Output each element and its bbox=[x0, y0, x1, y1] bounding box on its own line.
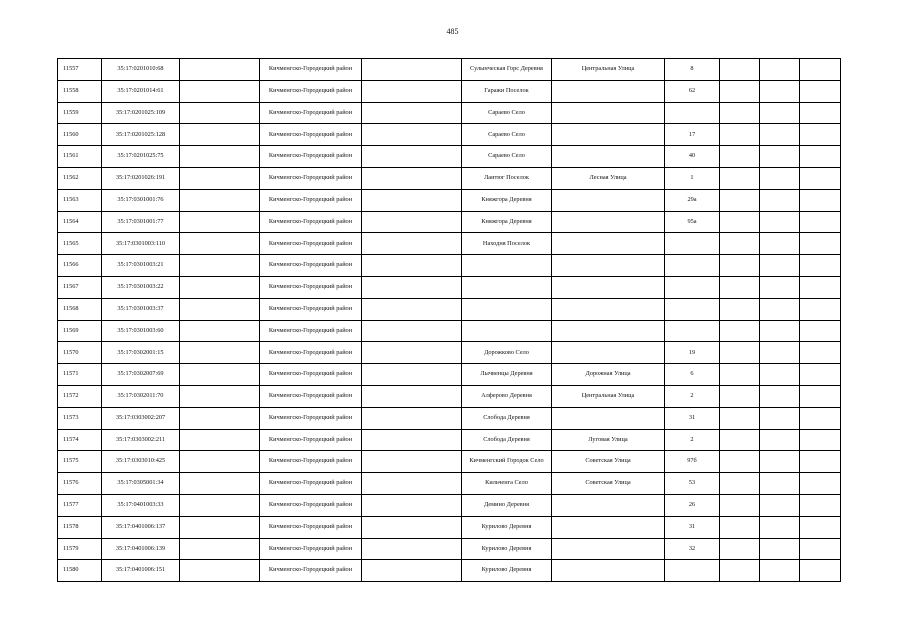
empty-cell bbox=[180, 276, 260, 298]
street-cell bbox=[552, 538, 665, 560]
empty-cell bbox=[720, 189, 760, 211]
empty-cell bbox=[720, 451, 760, 473]
district-cell: Кичменгско-Городецкий район bbox=[260, 364, 362, 386]
table-row bbox=[58, 255, 841, 277]
cadastral-number-cell: 35:17:0301001:77 bbox=[102, 211, 180, 233]
house-number-cell: 32 bbox=[665, 538, 720, 560]
empty-cell bbox=[362, 167, 462, 189]
cadastral-number-cell: 35:17:0401006:151 bbox=[102, 560, 180, 582]
street-cell bbox=[552, 298, 665, 320]
empty-cell bbox=[362, 298, 462, 320]
empty-cell bbox=[720, 364, 760, 386]
house-number-cell: 2 bbox=[665, 429, 720, 451]
empty-cell bbox=[362, 211, 462, 233]
empty-cell bbox=[362, 538, 462, 560]
empty-cell bbox=[760, 385, 800, 407]
locality-cell: Лантюг Поселок bbox=[462, 167, 552, 189]
district-cell: Кичменгско-Городецкий район bbox=[260, 516, 362, 538]
empty-cell bbox=[800, 59, 841, 81]
table-row bbox=[58, 276, 841, 298]
district-cell: Кичменгско-Городецкий район bbox=[260, 298, 362, 320]
locality-cell bbox=[462, 320, 552, 342]
empty-cell bbox=[760, 167, 800, 189]
empty-cell bbox=[362, 451, 462, 473]
empty-cell bbox=[720, 80, 760, 102]
street-cell bbox=[552, 146, 665, 168]
record-number-cell: 11576 bbox=[58, 473, 102, 495]
house-number-cell: 6 bbox=[665, 364, 720, 386]
street-cell bbox=[552, 189, 665, 211]
empty-cell bbox=[760, 451, 800, 473]
empty-cell bbox=[800, 298, 841, 320]
house-number-cell: 1 bbox=[665, 167, 720, 189]
record-number-cell: 11561 bbox=[58, 146, 102, 168]
table-row bbox=[58, 124, 841, 146]
record-number-cell: 11578 bbox=[58, 516, 102, 538]
empty-cell bbox=[720, 538, 760, 560]
street-cell: Советская Улица bbox=[552, 451, 665, 473]
cadastral-number-cell: 35:17:0301003:110 bbox=[102, 233, 180, 255]
locality-cell: Княжгора Деревня bbox=[462, 189, 552, 211]
empty-cell bbox=[760, 298, 800, 320]
record-number-cell: 11558 bbox=[58, 80, 102, 102]
empty-cell bbox=[720, 560, 760, 582]
locality-cell: Демино Деревня bbox=[462, 494, 552, 516]
record-number-cell: 11567 bbox=[58, 276, 102, 298]
district-cell: Кичменгско-Городецкий район bbox=[260, 276, 362, 298]
district-cell: Кичменгско-Городецкий район bbox=[260, 342, 362, 364]
empty-cell bbox=[800, 494, 841, 516]
empty-cell bbox=[720, 276, 760, 298]
street-cell bbox=[552, 80, 665, 102]
empty-cell bbox=[760, 364, 800, 386]
table-row bbox=[58, 80, 841, 102]
cadastral-number-cell: 35:17:0303002:211 bbox=[102, 429, 180, 451]
house-number-cell: 29а bbox=[665, 189, 720, 211]
empty-cell bbox=[800, 146, 841, 168]
empty-cell bbox=[760, 516, 800, 538]
table-body bbox=[58, 59, 841, 582]
empty-cell bbox=[720, 429, 760, 451]
empty-cell bbox=[180, 167, 260, 189]
locality-cell: Слобода Деревня bbox=[462, 429, 552, 451]
empty-cell bbox=[362, 124, 462, 146]
empty-cell bbox=[800, 80, 841, 102]
house-number-cell bbox=[665, 233, 720, 255]
empty-cell bbox=[362, 80, 462, 102]
empty-cell bbox=[800, 538, 841, 560]
empty-cell bbox=[760, 320, 800, 342]
empty-cell bbox=[800, 320, 841, 342]
table-row bbox=[58, 516, 841, 538]
street-cell bbox=[552, 233, 665, 255]
district-cell: Кичменгско-Городецкий район bbox=[260, 320, 362, 342]
house-number-cell: 40 bbox=[665, 146, 720, 168]
empty-cell bbox=[180, 385, 260, 407]
locality-cell: Лычвенцы Деревня bbox=[462, 364, 552, 386]
table-row bbox=[58, 494, 841, 516]
empty-cell bbox=[760, 233, 800, 255]
cadastral-number-cell: 35:17:0303010:425 bbox=[102, 451, 180, 473]
table-row bbox=[58, 320, 841, 342]
empty-cell bbox=[362, 320, 462, 342]
district-cell: Кичменгско-Городецкий район bbox=[260, 124, 362, 146]
cadastral-number-cell: 35:17:0201026:191 bbox=[102, 167, 180, 189]
street-cell: Центральная Улица bbox=[552, 59, 665, 81]
street-cell: Советская Улица bbox=[552, 473, 665, 495]
empty-cell bbox=[180, 298, 260, 320]
empty-cell bbox=[180, 407, 260, 429]
district-cell: Кичменгско-Городецкий район bbox=[260, 102, 362, 124]
locality-cell: Княжгора Деревня bbox=[462, 211, 552, 233]
record-number-cell: 11557 bbox=[58, 59, 102, 81]
empty-cell bbox=[720, 59, 760, 81]
house-number-cell bbox=[665, 276, 720, 298]
empty-cell bbox=[760, 124, 800, 146]
street-cell: Лесная Улица bbox=[552, 167, 665, 189]
district-cell: Кичменгско-Городецкий район bbox=[260, 211, 362, 233]
district-cell: Кичменгско-Городецкий район bbox=[260, 255, 362, 277]
district-cell: Кичменгско-Городецкий район bbox=[260, 59, 362, 81]
cadastral-number-cell: 35:17:0301003:37 bbox=[102, 298, 180, 320]
empty-cell bbox=[180, 494, 260, 516]
empty-cell bbox=[800, 429, 841, 451]
empty-cell bbox=[720, 146, 760, 168]
house-number-cell: 17 bbox=[665, 124, 720, 146]
house-number-cell: 8 bbox=[665, 59, 720, 81]
table-row bbox=[58, 407, 841, 429]
empty-cell bbox=[720, 298, 760, 320]
house-number-cell: 19 bbox=[665, 342, 720, 364]
street-cell: Центральная Улица bbox=[552, 385, 665, 407]
empty-cell bbox=[760, 189, 800, 211]
empty-cell bbox=[180, 320, 260, 342]
record-number-cell: 11559 bbox=[58, 102, 102, 124]
street-cell bbox=[552, 407, 665, 429]
cadastral-number-cell: 35:17:0401006:139 bbox=[102, 538, 180, 560]
street-cell bbox=[552, 124, 665, 146]
locality-cell: Кичменгский Городок Село bbox=[462, 451, 552, 473]
table-row bbox=[58, 189, 841, 211]
empty-cell bbox=[800, 189, 841, 211]
empty-cell bbox=[180, 146, 260, 168]
district-cell: Кичменгско-Городецкий район bbox=[260, 494, 362, 516]
table-row bbox=[58, 451, 841, 473]
street-cell bbox=[552, 320, 665, 342]
empty-cell bbox=[800, 255, 841, 277]
empty-cell bbox=[180, 516, 260, 538]
empty-cell bbox=[180, 342, 260, 364]
empty-cell bbox=[362, 233, 462, 255]
empty-cell bbox=[800, 211, 841, 233]
locality-cell: Сараево Село bbox=[462, 124, 552, 146]
house-number-cell: 31 bbox=[665, 407, 720, 429]
empty-cell bbox=[180, 473, 260, 495]
empty-cell bbox=[180, 364, 260, 386]
table-row bbox=[58, 167, 841, 189]
empty-cell bbox=[362, 189, 462, 211]
street-cell bbox=[552, 560, 665, 582]
locality-cell: Кильченга Село bbox=[462, 473, 552, 495]
empty-cell bbox=[180, 124, 260, 146]
empty-cell bbox=[760, 494, 800, 516]
locality-cell: Гаражи Поселок bbox=[462, 80, 552, 102]
record-number-cell: 11562 bbox=[58, 167, 102, 189]
district-cell: Кичменгско-Городецкий район bbox=[260, 80, 362, 102]
empty-cell bbox=[760, 102, 800, 124]
house-number-cell: 26 bbox=[665, 494, 720, 516]
empty-cell bbox=[362, 255, 462, 277]
locality-cell: Алферово Деревня bbox=[462, 385, 552, 407]
cadastral-number-cell: 35:17:0201010:68 bbox=[102, 59, 180, 81]
house-number-cell: 97б bbox=[665, 451, 720, 473]
empty-cell bbox=[180, 255, 260, 277]
empty-cell bbox=[180, 189, 260, 211]
empty-cell bbox=[800, 473, 841, 495]
empty-cell bbox=[800, 407, 841, 429]
record-number-cell: 11569 bbox=[58, 320, 102, 342]
table-row bbox=[58, 146, 841, 168]
empty-cell bbox=[760, 407, 800, 429]
empty-cell bbox=[760, 342, 800, 364]
empty-cell bbox=[180, 451, 260, 473]
record-number-cell: 11574 bbox=[58, 429, 102, 451]
street-cell bbox=[552, 516, 665, 538]
empty-cell bbox=[760, 146, 800, 168]
empty-cell bbox=[800, 451, 841, 473]
empty-cell bbox=[180, 233, 260, 255]
empty-cell bbox=[720, 342, 760, 364]
cadastral-number-cell: 35:17:0305001:34 bbox=[102, 473, 180, 495]
house-number-cell: 53 bbox=[665, 473, 720, 495]
cadastral-number-cell: 35:17:0401003:33 bbox=[102, 494, 180, 516]
empty-cell bbox=[720, 167, 760, 189]
empty-cell bbox=[720, 407, 760, 429]
empty-cell bbox=[362, 146, 462, 168]
empty-cell bbox=[180, 560, 260, 582]
district-cell: Кичменгско-Городецкий район bbox=[260, 538, 362, 560]
record-number-cell: 11570 bbox=[58, 342, 102, 364]
empty-cell bbox=[362, 385, 462, 407]
cadastral-number-cell: 35:17:0302001:15 bbox=[102, 342, 180, 364]
record-number-cell: 11577 bbox=[58, 494, 102, 516]
empty-cell bbox=[760, 429, 800, 451]
empty-cell bbox=[720, 211, 760, 233]
empty-cell bbox=[760, 211, 800, 233]
empty-cell bbox=[362, 59, 462, 81]
street-cell: Дорожная Улица bbox=[552, 364, 665, 386]
locality-cell bbox=[462, 298, 552, 320]
district-cell: Кичменгско-Городецкий район bbox=[260, 233, 362, 255]
locality-cell: Находня Поселок bbox=[462, 233, 552, 255]
district-cell: Кичменгско-Городецкий район bbox=[260, 451, 362, 473]
cadastral-number-cell: 35:17:0401006:137 bbox=[102, 516, 180, 538]
empty-cell bbox=[760, 80, 800, 102]
empty-cell bbox=[720, 320, 760, 342]
locality-cell: Слобода Деревня bbox=[462, 407, 552, 429]
empty-cell bbox=[180, 538, 260, 560]
locality-cell: Сараево Село bbox=[462, 102, 552, 124]
record-number-cell: 11575 bbox=[58, 451, 102, 473]
locality-cell: Сараево Село bbox=[462, 146, 552, 168]
empty-cell bbox=[362, 102, 462, 124]
cadastral-number-cell: 35:17:0201025:75 bbox=[102, 146, 180, 168]
table-row bbox=[58, 211, 841, 233]
empty-cell bbox=[720, 385, 760, 407]
street-cell bbox=[552, 102, 665, 124]
house-number-cell bbox=[665, 102, 720, 124]
empty-cell bbox=[362, 494, 462, 516]
empty-cell bbox=[362, 276, 462, 298]
table-row bbox=[58, 233, 841, 255]
empty-cell bbox=[760, 276, 800, 298]
cadastral-number-cell: 35:17:0201014:61 bbox=[102, 80, 180, 102]
cadastral-number-cell: 35:17:0302007:69 bbox=[102, 364, 180, 386]
empty-cell bbox=[760, 255, 800, 277]
district-cell: Кичменгско-Городецкий район bbox=[260, 167, 362, 189]
empty-cell bbox=[720, 516, 760, 538]
street-cell bbox=[552, 494, 665, 516]
empty-cell bbox=[800, 342, 841, 364]
table-row bbox=[58, 102, 841, 124]
record-number-cell: 11579 bbox=[58, 538, 102, 560]
empty-cell bbox=[800, 102, 841, 124]
empty-cell bbox=[760, 59, 800, 81]
district-cell: Кичменгско-Городецкий район bbox=[260, 407, 362, 429]
table-row bbox=[58, 560, 841, 582]
empty-cell bbox=[362, 407, 462, 429]
house-number-cell: 31 bbox=[665, 516, 720, 538]
empty-cell bbox=[720, 124, 760, 146]
empty-cell bbox=[720, 233, 760, 255]
empty-cell bbox=[800, 124, 841, 146]
cadastral-number-cell: 35:17:0301003:21 bbox=[102, 255, 180, 277]
table-row bbox=[58, 364, 841, 386]
table-row bbox=[58, 298, 841, 320]
district-cell: Кичменгско-Городецкий район bbox=[260, 560, 362, 582]
empty-cell bbox=[800, 516, 841, 538]
property-register-table bbox=[57, 58, 841, 582]
empty-cell bbox=[180, 429, 260, 451]
street-cell: Луговая Улица bbox=[552, 429, 665, 451]
empty-cell bbox=[800, 385, 841, 407]
house-number-cell bbox=[665, 255, 720, 277]
empty-cell bbox=[760, 560, 800, 582]
house-number-cell: 62 bbox=[665, 80, 720, 102]
locality-cell: Курилово Деревня bbox=[462, 516, 552, 538]
empty-cell bbox=[720, 102, 760, 124]
empty-cell bbox=[180, 102, 260, 124]
empty-cell bbox=[760, 473, 800, 495]
record-number-cell: 11573 bbox=[58, 407, 102, 429]
empty-cell bbox=[720, 494, 760, 516]
house-number-cell: 95а bbox=[665, 211, 720, 233]
empty-cell bbox=[800, 276, 841, 298]
empty-cell bbox=[362, 473, 462, 495]
record-number-cell: 11580 bbox=[58, 560, 102, 582]
cadastral-number-cell: 35:17:0201025:109 bbox=[102, 102, 180, 124]
record-number-cell: 11571 bbox=[58, 364, 102, 386]
district-cell: Кичменгско-Городецкий район bbox=[260, 146, 362, 168]
cadastral-number-cell: 35:17:0303002:207 bbox=[102, 407, 180, 429]
locality-cell: Курилово Деревня bbox=[462, 538, 552, 560]
street-cell bbox=[552, 255, 665, 277]
locality-cell: Дорожково Село bbox=[462, 342, 552, 364]
district-cell: Кичменгско-Городецкий район bbox=[260, 473, 362, 495]
page-number: 485 bbox=[446, 27, 459, 36]
empty-cell bbox=[362, 516, 462, 538]
district-cell: Кичменгско-Городецкий район bbox=[260, 385, 362, 407]
record-number-cell: 11568 bbox=[58, 298, 102, 320]
empty-cell bbox=[800, 233, 841, 255]
district-cell: Кичменгско-Городецкий район bbox=[260, 429, 362, 451]
empty-cell bbox=[362, 560, 462, 582]
record-number-cell: 11566 bbox=[58, 255, 102, 277]
locality-cell bbox=[462, 276, 552, 298]
house-number-cell bbox=[665, 560, 720, 582]
empty-cell bbox=[180, 211, 260, 233]
empty-cell bbox=[760, 538, 800, 560]
empty-cell bbox=[720, 473, 760, 495]
empty-cell bbox=[362, 342, 462, 364]
empty-cell bbox=[720, 255, 760, 277]
empty-cell bbox=[800, 364, 841, 386]
cadastral-number-cell: 35:17:0302011:70 bbox=[102, 385, 180, 407]
table-row bbox=[58, 385, 841, 407]
street-cell bbox=[552, 276, 665, 298]
locality-cell bbox=[462, 255, 552, 277]
empty-cell bbox=[362, 429, 462, 451]
table-row bbox=[58, 59, 841, 81]
record-number-cell: 11565 bbox=[58, 233, 102, 255]
locality-cell: Сулынческая Горс Деревня bbox=[462, 59, 552, 81]
cadastral-number-cell: 35:17:0301003:22 bbox=[102, 276, 180, 298]
record-number-cell: 11572 bbox=[58, 385, 102, 407]
cadastral-number-cell: 35:17:0301003:60 bbox=[102, 320, 180, 342]
table-row bbox=[58, 473, 841, 495]
district-cell: Кичменгско-Городецкий район bbox=[260, 189, 362, 211]
table-row bbox=[58, 342, 841, 364]
street-cell bbox=[552, 342, 665, 364]
house-number-cell bbox=[665, 320, 720, 342]
empty-cell bbox=[362, 364, 462, 386]
record-number-cell: 11563 bbox=[58, 189, 102, 211]
cadastral-number-cell: 35:17:0201025:128 bbox=[102, 124, 180, 146]
record-number-cell: 11560 bbox=[58, 124, 102, 146]
cadastral-number-cell: 35:17:0301001:76 bbox=[102, 189, 180, 211]
empty-cell bbox=[800, 560, 841, 582]
table-row bbox=[58, 538, 841, 560]
empty-cell bbox=[800, 167, 841, 189]
house-number-cell bbox=[665, 298, 720, 320]
record-number-cell: 11564 bbox=[58, 211, 102, 233]
locality-cell: Курилово Деревня bbox=[462, 560, 552, 582]
empty-cell bbox=[180, 59, 260, 81]
empty-cell bbox=[180, 80, 260, 102]
table-row bbox=[58, 429, 841, 451]
house-number-cell: 2 bbox=[665, 385, 720, 407]
street-cell bbox=[552, 211, 665, 233]
